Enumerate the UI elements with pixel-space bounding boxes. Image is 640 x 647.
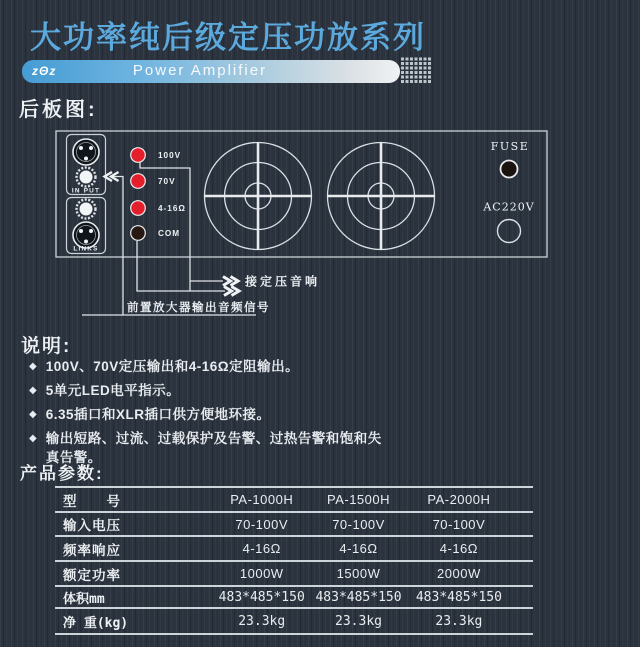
links-connector-group [67,198,106,254]
cell: PA-2000H [427,492,491,507]
led-4-16 [131,201,146,216]
cell: 70-100V [332,516,385,532]
ac-socket-icon [498,220,521,243]
cell: 483*485*150 [218,589,305,605]
xlr-connector-icon [73,139,99,165]
cell: 483*485*150 [315,589,402,605]
cell: 23.3kg [335,613,382,629]
table-row-input-voltage [55,511,533,535]
led-com [131,226,146,241]
note-text: 输出短路、过流、过载保护及告警、过热告警和饱和失真告警。 [45,431,382,465]
input-connector-group [67,135,106,195]
led-100v-label: 100V [158,151,182,160]
diamond-bullet-icon: ◆ [29,361,37,372]
notes-list [29,357,409,472]
links-label: LINKS [73,245,99,253]
panel-outline [56,131,547,257]
table-row-net-weight [55,607,533,633]
brand-logo: zΘz [32,64,57,78]
input-label: IN PUT [71,187,101,195]
fuse-label: FUSE [490,140,530,153]
table-row-model [55,486,533,511]
cell: PA-1000H [230,492,294,507]
cell: 70-100V [235,516,289,532]
row-label: 额定功率 [63,567,121,583]
fuse-holder-icon [501,161,518,178]
diamond-bullet-icon: ◆ [29,385,37,396]
row-label: 体积mm [63,591,105,607]
cell: 70-100V [432,516,486,532]
cell: 483*485*150 [415,589,502,605]
brand-banner [22,60,400,83]
diamond-bullet-icon: ◆ [29,409,37,420]
note-text: 6.35插口和XLR插口供方便地环接。 [45,407,271,422]
cell: 4-16Ω [339,541,378,556]
cell: 4-16Ω [242,541,281,556]
jack-connector-icon [77,200,96,219]
led-indicators [131,148,186,241]
cell: 4-16Ω [439,541,479,556]
row-label: 输入电压 [63,518,121,533]
jack-connector-icon [77,168,96,187]
row-label: 净 重(kg) [63,615,129,631]
cell: 23.3kg [238,613,286,629]
led-4-16-label: 4-16Ω [158,204,186,213]
banner-title: Power Amplifier [132,62,268,79]
note-text: 5单元LED电平指示。 [45,383,181,398]
speaker-terminal-left [205,143,312,250]
cell: PA-1500H [327,492,391,507]
params-heading: 产品参数: [20,464,104,483]
diamond-bullet-icon: ◆ [29,433,37,444]
speaker-out-annotation: 接定压音响 [245,274,321,289]
rear-panel-diagram [0,120,640,330]
led-100v [131,148,146,163]
note-text: 100V、70V定压输出和4-16Ω定阻输出。 [45,359,300,374]
cell: 23.3kg [435,613,483,629]
table-row-dimensions [55,585,533,607]
led-70v [131,174,146,189]
led-70v-label: 70V [158,177,176,186]
xlr-connector-icon [73,222,99,248]
cell: 2000W [437,566,481,581]
table-row-frequency-response [55,535,533,560]
speaker-terminal-right [328,143,435,250]
arrow-right-icon [223,277,238,286]
ac-power-label: AC220V [483,200,535,214]
note-item [29,381,409,400]
arrow-right-icon [224,287,239,296]
dot-grid-decoration [401,57,431,83]
note-item [29,357,409,376]
page-title: 大功率纯后级定压功放系列 [30,20,426,55]
cell: 1500W [336,566,381,581]
preamp-in-annotation: 前置放大器输出音频信号 [127,302,270,314]
notes-heading: 说明: [21,336,72,357]
cell: 1000W [239,566,284,581]
note-item [29,405,409,424]
spec-table [55,486,533,635]
table-row-rated-power [55,560,533,585]
row-label: 型 号 [63,493,121,509]
rear-panel-heading: 后板图: [19,99,98,121]
row-label: 频率响应 [63,542,121,558]
led-com-label: COM [158,229,181,238]
